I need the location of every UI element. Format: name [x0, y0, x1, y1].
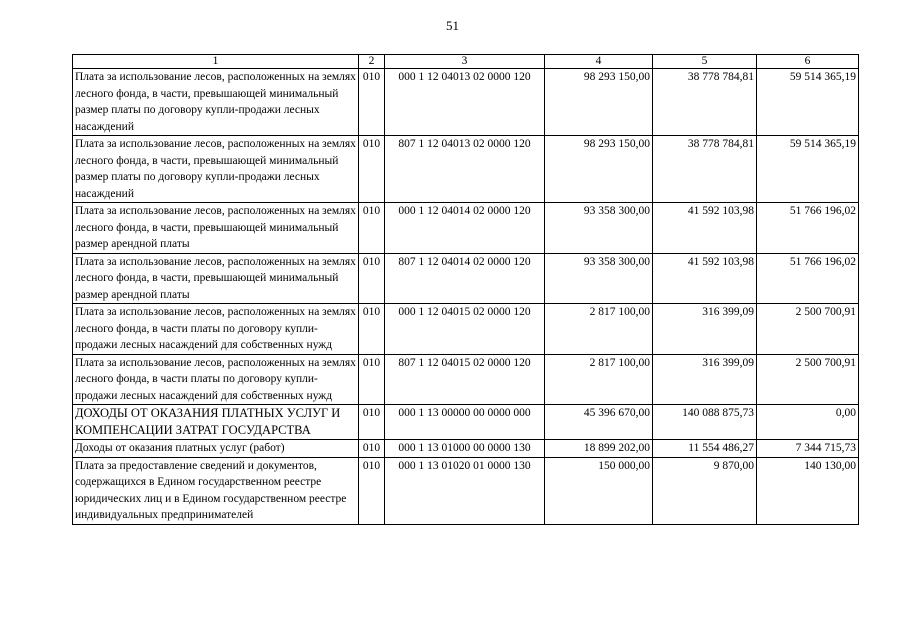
- value-col-4: 150 000,00: [545, 457, 653, 524]
- table-header-row: [73, 55, 859, 69]
- budget-classification-code: 807 1 12 04015 02 0000 120: [385, 354, 545, 405]
- table-row: [73, 457, 859, 524]
- value-col-6: 2 500 700,91: [757, 304, 859, 355]
- table-row: [73, 136, 859, 203]
- table-row: [73, 440, 859, 458]
- line-code: 010: [359, 405, 385, 440]
- income-name: Плата за использование лесов, расположенных на землях лесного фонда, в части, превышающей минимальный размер арендной платы: [73, 203, 359, 254]
- value-col-5: 41 592 103,98: [653, 203, 757, 254]
- budget-classification-code: 000 1 12 04013 02 0000 120: [385, 69, 545, 136]
- line-code: 010: [359, 304, 385, 355]
- value-col-4: 2 817 100,00: [545, 304, 653, 355]
- value-col-6: 140 130,00: [757, 457, 859, 524]
- header-col-5: 5: [653, 55, 757, 69]
- value-col-6: 2 500 700,91: [757, 354, 859, 405]
- value-col-5: 41 592 103,98: [653, 253, 757, 304]
- income-name: Плата за предоставление сведений и документов, содержащихся в Едином государственном реестре юридических лиц и в Едином государственном реестре индивидуальных предпринимателей: [73, 457, 359, 524]
- value-col-4: 93 358 300,00: [545, 253, 653, 304]
- income-name: Плата за использование лесов, расположенных на землях лесного фонда, в части платы по договору купли-продажи лесных насаждений для собственных нужд: [73, 354, 359, 405]
- line-code: 010: [359, 253, 385, 304]
- budget-classification-code: 000 1 12 04015 02 0000 120: [385, 304, 545, 355]
- value-col-6: 0,00: [757, 405, 859, 440]
- value-col-5: 140 088 875,73: [653, 405, 757, 440]
- value-col-4: 98 293 150,00: [545, 69, 653, 136]
- value-col-4: 2 817 100,00: [545, 354, 653, 405]
- value-col-5: 316 399,09: [653, 304, 757, 355]
- value-col-5: 38 778 784,81: [653, 69, 757, 136]
- value-col-6: 7 344 715,73: [757, 440, 859, 458]
- table-row: [73, 69, 859, 136]
- budget-classification-code: 000 1 13 00000 00 0000 000: [385, 405, 545, 440]
- income-name: Плата за использование лесов, расположенных на землях лесного фонда, в части, превышающей минимальный размер платы по договору купли-продажи лесных насаждений: [73, 136, 359, 203]
- table-row: [73, 253, 859, 304]
- header-col-4: 4: [545, 55, 653, 69]
- value-col-5: 316 399,09: [653, 354, 757, 405]
- header-col-3: 3: [385, 55, 545, 69]
- budget-classification-code: 000 1 13 01000 00 0000 130: [385, 440, 545, 458]
- value-col-6: 59 514 365,19: [757, 69, 859, 136]
- income-name: Доходы от оказания платных услуг (работ): [73, 440, 359, 458]
- budget-classification-code: 000 1 13 01020 01 0000 130: [385, 457, 545, 524]
- value-col-6: 51 766 196,02: [757, 203, 859, 254]
- value-col-5: 9 870,00: [653, 457, 757, 524]
- header-col-2: 2: [359, 55, 385, 69]
- header-col-1: 1: [73, 55, 359, 69]
- table-row: [73, 354, 859, 405]
- value-col-4: 45 396 670,00: [545, 405, 653, 440]
- budget-classification-code: 807 1 12 04013 02 0000 120: [385, 136, 545, 203]
- value-col-4: 98 293 150,00: [545, 136, 653, 203]
- table-row: [73, 203, 859, 254]
- value-col-4: 93 358 300,00: [545, 203, 653, 254]
- income-name: Плата за использование лесов, расположенных на землях лесного фонда, в части, превышающей минимальный размер платы по договору купли-продажи лесных насаждений: [73, 69, 359, 136]
- line-code: 010: [359, 69, 385, 136]
- budget-classification-code: 807 1 12 04014 02 0000 120: [385, 253, 545, 304]
- income-name: Плата за использование лесов, расположенных на землях лесного фонда, в части платы по договору купли-продажи лесных насаждений для собственных нужд: [73, 304, 359, 355]
- income-name: ДОХОДЫ ОТ ОКАЗАНИЯ ПЛАТНЫХ УСЛУГ И КОМПЕНСАЦИИ ЗАТРАТ ГОСУДАРСТВА: [73, 405, 359, 440]
- line-code: 010: [359, 457, 385, 524]
- budget-classification-code: 000 1 12 04014 02 0000 120: [385, 203, 545, 254]
- page-number: 51: [446, 18, 459, 33]
- value-col-5: 38 778 784,81: [653, 136, 757, 203]
- line-code: 010: [359, 354, 385, 405]
- line-code: 010: [359, 136, 385, 203]
- value-col-6: 51 766 196,02: [757, 253, 859, 304]
- line-code: 010: [359, 440, 385, 458]
- income-name: Плата за использование лесов, расположенных на землях лесного фонда, в части, превышающей минимальный размер арендной платы: [73, 253, 359, 304]
- value-col-4: 18 899 202,00: [545, 440, 653, 458]
- line-code: 010: [359, 203, 385, 254]
- header-col-6: 6: [757, 55, 859, 69]
- table-row: [73, 405, 859, 440]
- value-col-5: 11 554 486,27: [653, 440, 757, 458]
- table-row: [73, 304, 859, 355]
- value-col-6: 59 514 365,19: [757, 136, 859, 203]
- revenue-table: [72, 54, 859, 525]
